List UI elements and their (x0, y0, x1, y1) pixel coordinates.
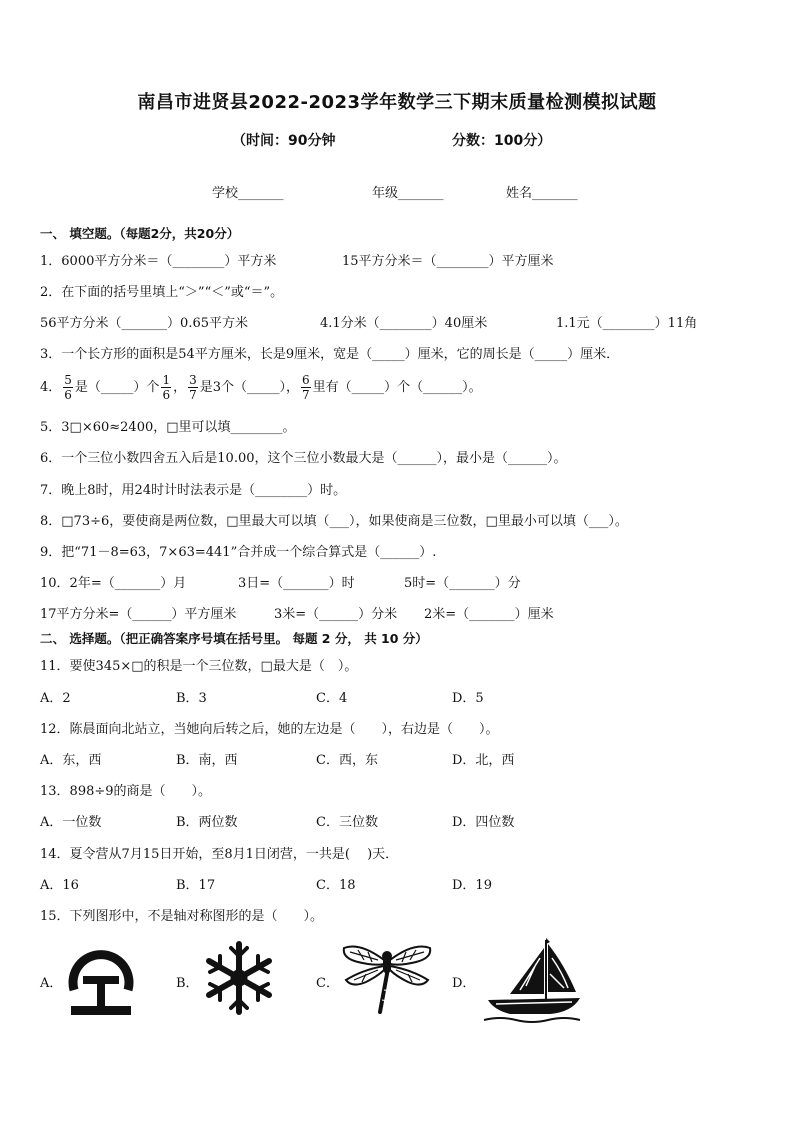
q15-option-d: D． (452, 976, 476, 991)
question-4 (40, 370, 482, 406)
question-10c: 5时=（_______）分 (404, 576, 521, 591)
snowflake-icon (200, 938, 278, 1018)
fraction-5-6: $\frac{5}{6}$ (64, 373, 72, 402)
question-3: 3．一个长方形的面积是54平方厘米，长是9厘米，宽是（_____）厘米，它的周长是（_____）厘米． (40, 347, 620, 362)
q12-option-c: C．西，东 (316, 753, 378, 768)
question-6: 6．一个三位小数四舍五入后是10.00，这个三位小数最大是（______），最小是（______）。 (40, 451, 567, 466)
question-8: 8．□73÷6，要使商是两位数，□里最大可以填（___），如果使商是三位数，□里最小可以填（___）。 (40, 514, 628, 529)
q13-option-b: B．两位数 (176, 815, 238, 830)
q15-option-c: C． (316, 976, 339, 991)
subway-logo-icon (66, 942, 136, 1022)
dragonfly-icon (338, 940, 436, 1020)
question-10b: 3日=（_______）时 (238, 576, 355, 591)
q13-option-d: D．四位数 (452, 815, 515, 830)
q4-prefix: 4． (40, 380, 62, 395)
name-field: 姓名_______ (506, 186, 578, 201)
fraction-1-6: $\frac{1}{6}$ (162, 373, 171, 402)
q15-option-a: A． (40, 976, 63, 991)
page-title: 南昌市进贤县2022-2023学年数学三下期末质量检测模拟试题 (137, 92, 657, 113)
question-11: 11．要使345×□的积是一个三位数，□最大是（ ）。 (40, 659, 358, 674)
question-10a: 10．2年=（_______）月 (40, 576, 187, 591)
q14-option-d: D．19 (452, 878, 492, 893)
question-10e: 3米=（______）分米 (274, 607, 398, 622)
q14-option-c: C．18 (316, 878, 356, 893)
q14-option-a: A．16 (40, 878, 79, 893)
question-2b: 4.1分米（________）40厘米 (320, 316, 488, 331)
question-5: 5．3□×60≈2400，□里可以填________。 (40, 420, 296, 435)
question-9: 9．把“71－8=63，7×63=441”合并成一个综合算式是（______）. (40, 545, 437, 560)
q11-option-c: C．4 (316, 691, 348, 706)
fraction-6-7: $\frac{6}{7}$ (302, 373, 310, 402)
q12-option-a: A．东，西 (40, 753, 102, 768)
exam-score: 分数：100分） (452, 133, 552, 149)
q4-part3: 是3个（_____）， (199, 380, 300, 395)
q15-option-b: B． (176, 976, 199, 991)
q11-option-b: B．3 (176, 691, 207, 706)
section-heading-choice: 二、 选择题。（把正确答案序号填在括号里。 每题 2 分， 共 10 分） (40, 631, 428, 646)
q14-option-b: B．17 (176, 878, 216, 893)
question-2a: 56平方分米（_______）0.65平方米 (40, 316, 248, 331)
school-field: 学校_______ (212, 186, 284, 201)
q4-part4: 里有（_____）个（______）。 (312, 380, 482, 395)
sailboat-icon (480, 934, 584, 1026)
q12-option-b: B．南，西 (176, 753, 238, 768)
question-1b: 15平方分米＝（________）平方厘米 (342, 254, 554, 269)
q4-part1: 是（_____）个 (74, 380, 160, 395)
q4-part2: ， (173, 380, 187, 395)
q12-option-d: D．北，西 (452, 753, 515, 768)
q13-option-c: C．三位数 (316, 815, 378, 830)
fraction-3-7: $\frac{3}{7}$ (189, 373, 197, 402)
question-15: 15．下列图形中，不是轴对称图形的是（ ）。 (40, 909, 324, 924)
question-7: 7．晚上8时，用24时计时法表示是（________）时。 (40, 483, 347, 498)
q11-option-d: D．5 (452, 691, 484, 706)
section-heading-fill: 一、 填空题。（每题2分，共20分） (40, 226, 240, 241)
exam-time: （时间：90分钟 (232, 133, 336, 149)
question-2: 2．在下面的括号里填上“＞”“＜”或“＝”。 (40, 285, 284, 300)
question-13: 13．898÷9的商是（ ）。 (40, 784, 212, 799)
question-1a: 1．6000平方分米＝（________）平方米 (40, 254, 277, 269)
question-10d: 17平方分米=（______）平方厘米 (40, 607, 237, 622)
q13-option-a: A．一位数 (40, 815, 102, 830)
question-10f: 2米=（_______）厘米 (424, 607, 554, 622)
q11-option-a: A．2 (40, 691, 71, 706)
question-14: 14．夏令营从7月15日开始，至8月1日闭营，一共是( )天． (40, 847, 399, 862)
question-2c: 1.1元（________）11角 (556, 316, 698, 331)
grade-field: 年级_______ (372, 186, 444, 201)
question-12: 12．陈晨面向北站立，当她向后转之后，她的左边是（ ），右边是（ ）。 (40, 722, 499, 737)
